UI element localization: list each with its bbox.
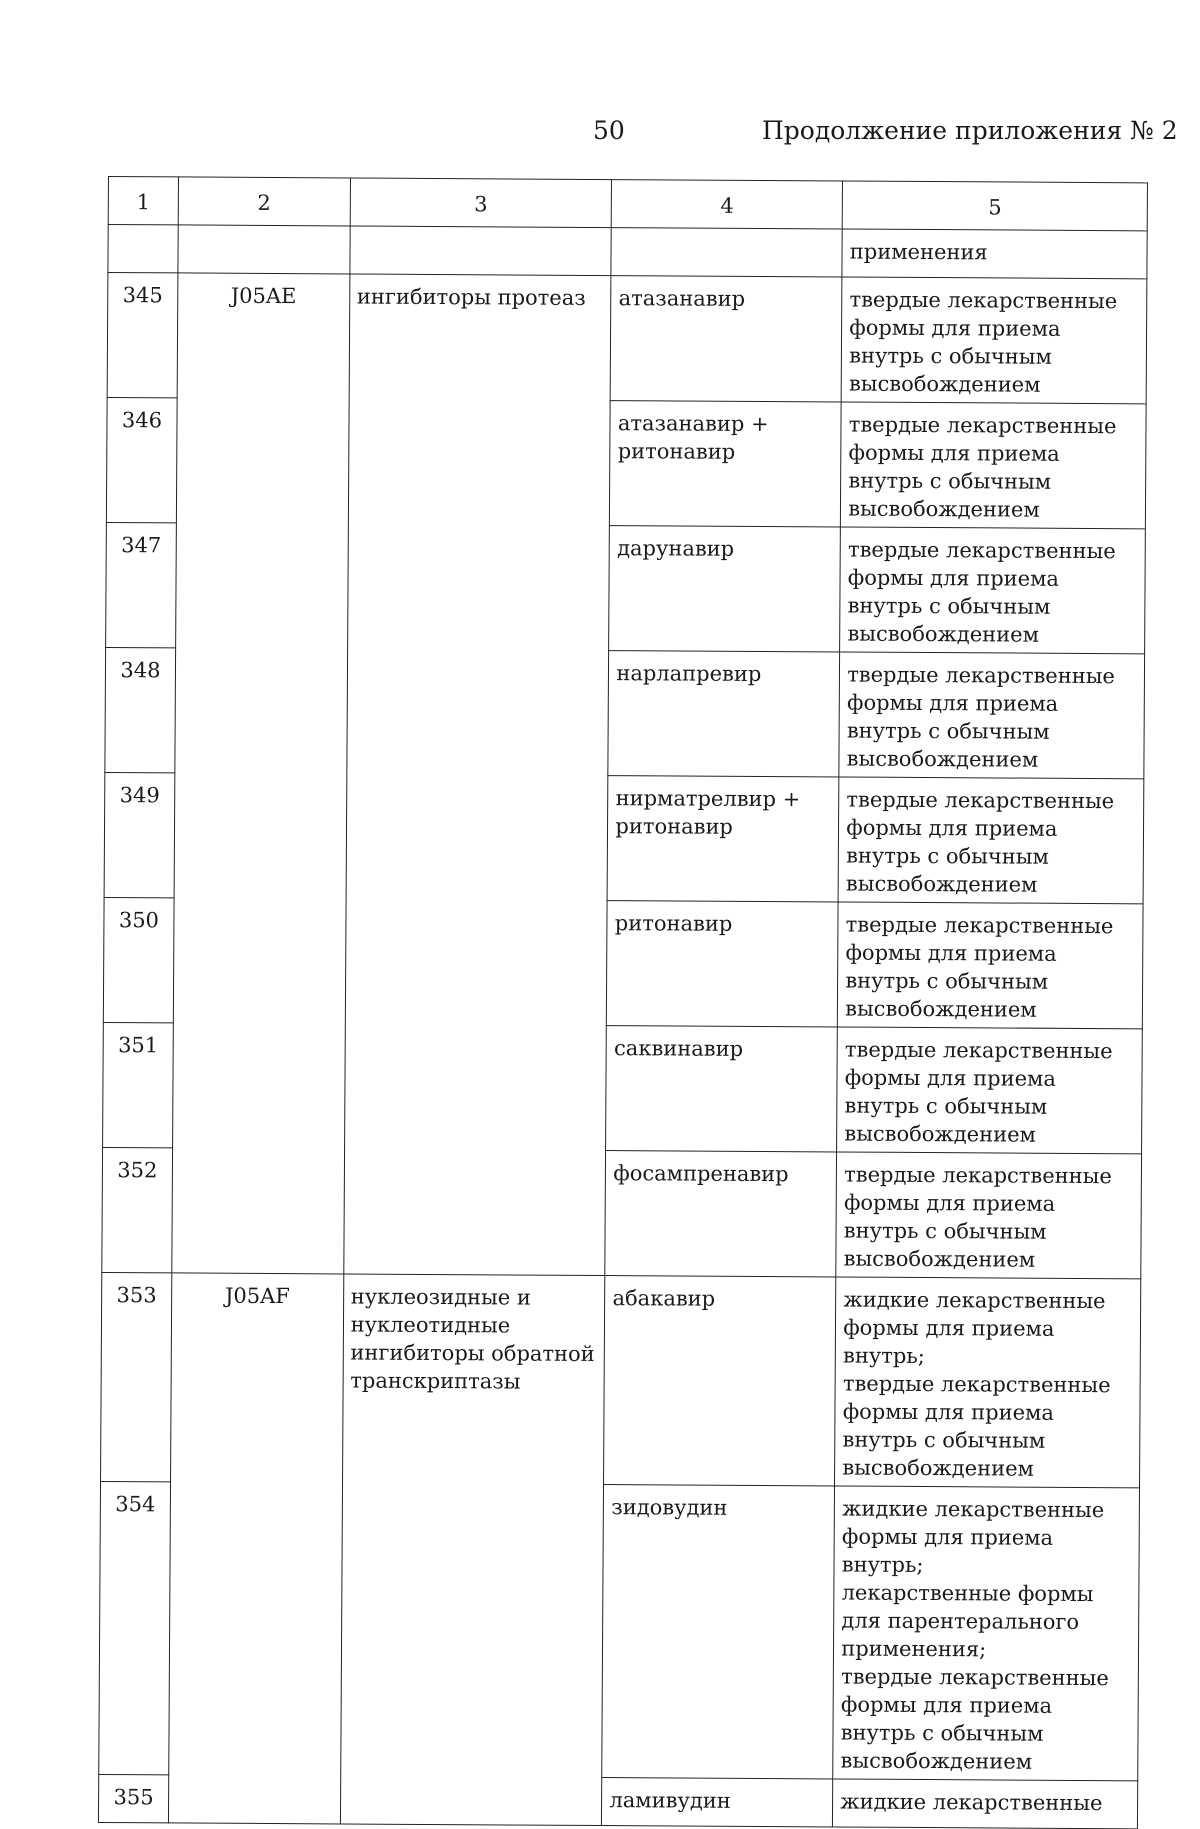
column-header-1: 1 [108,177,178,225]
empty-cell [108,225,178,273]
drug-name: ритонавир [607,901,839,1027]
drug-name: нарлапревир [608,651,840,777]
table-row [107,273,1147,404]
atc-code: J05AE [172,273,350,1274]
dosage-forms: твердые лекарственные формы для приема внутрь с обычным высвобождением [841,402,1146,529]
dosage-forms: твердые лекарственные формы для приема внутрь с обычным высвобождением [837,1027,1142,1154]
empty-cell [611,228,842,277]
row-number: 349 [104,772,175,897]
column-header-2: 2 [178,177,350,226]
drug-name: зидовудин [602,1485,835,1779]
carryover-row [108,225,1147,279]
dosage-forms: жидкие лекарственные формы для приема внутрь; лекарственные формы для парентерального применения; твердые лекарственные формы для приема внутрь с обычным высвобождением [833,1486,1140,1781]
appendix-title: Продолжение приложения № 2 [762,116,1178,145]
row-number: 347 [106,522,177,647]
dosage-forms: твердые лекарственные формы для приема внутрь с обычным высвобождением [838,902,1143,1029]
table-row [101,1272,1141,1487]
empty-cell [350,226,612,276]
row-number: 354 [99,1481,171,1774]
atc-code: J05AF [168,1273,343,1824]
dosage-forms: твердые лекарственные формы для приема внутрь с обычным высвобождением [836,1152,1141,1279]
drug-name: атазанавир [611,276,843,402]
drug-name: фосампренавир [605,1151,837,1277]
table-header-row [108,177,1147,231]
drug-name: абакавир [604,1276,836,1486]
dosage-forms: жидкие лекарственные [833,1779,1138,1829]
empty-cell [178,225,350,274]
carryover-text: применения [842,229,1147,279]
dosage-forms: твердые лекарственные формы для приема внутрь с обычным высвобождением [839,652,1144,779]
drug-table [98,176,1148,1829]
row-number: 345 [107,273,178,398]
dosage-forms: твердые лекарственные формы для приема внутрь с обычным высвобождением [840,527,1145,654]
page-number: 50 [593,116,625,145]
row-number: 355 [98,1774,168,1822]
drug-name: саквинавир [606,1026,838,1152]
group-name: ингибиторы протеаз [343,274,611,1276]
row-number: 352 [102,1147,173,1272]
row-number: 346 [106,397,177,522]
drug-name: атазанавир + ритонавир [610,401,842,527]
column-header-3: 3 [350,178,612,228]
dosage-forms: жидкие лекарственные формы для приема внутрь; твердые лекарственные формы для приема внутрь с обычным высвобождением [835,1277,1141,1488]
row-number: 353 [101,1272,172,1481]
drug-name: дарунавир [609,526,841,652]
drug-name: ламивудин [602,1778,833,1827]
row-number: 348 [105,647,176,772]
drug-name: нирматрелвир + ритонавир [607,776,839,902]
row-number: 351 [103,1022,174,1147]
dosage-forms: твердые лекарственные формы для приема внутрь с обычным высвобождением [838,777,1143,904]
group-name: нуклеозидные и нуклеотидные ингибиторы обратной транскриптазы [340,1274,605,1826]
row-number: 350 [103,897,174,1022]
column-header-4: 4 [612,180,843,229]
column-header-5: 5 [842,181,1147,231]
dosage-forms: твердые лекарственные формы для приема внутрь с обычным высвобождением [841,277,1146,404]
